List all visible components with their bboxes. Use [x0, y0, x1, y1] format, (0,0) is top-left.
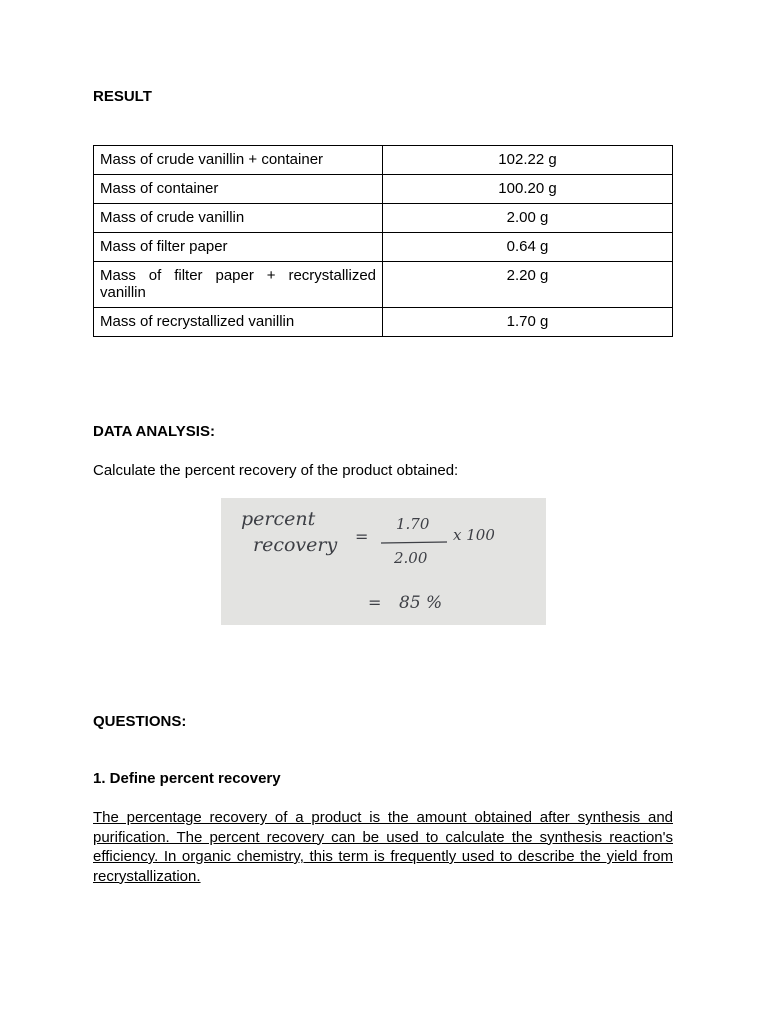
handwritten-multiplier: x 100	[453, 526, 495, 544]
analysis-prompt: Calculate the percent recovery of the product obtained:	[93, 462, 459, 479]
row-label: Mass of filter paper	[94, 233, 383, 262]
row-value: 2.00 g	[383, 204, 673, 233]
handwritten-calculation-image	[221, 498, 546, 625]
handwritten-equals-2: =	[368, 593, 382, 612]
row-value: 100.20 g	[383, 175, 673, 204]
table-row	[94, 146, 673, 175]
handwritten-result: 85 %	[399, 593, 443, 613]
question-1-answer: The percentage recovery of a product is the amount obtained after synthesis and purification. The percent recovery can be used to calculate the synthesis reaction's efficiency. In organic chemistry, this term is frequently used to describe the yield from recrystallization.	[93, 809, 673, 885]
row-label: Mass of container	[94, 175, 383, 204]
data-analysis-heading: DATA ANALYSIS:	[93, 423, 215, 440]
questions-heading: QUESTIONS:	[93, 713, 187, 730]
row-label: Mass of recrystallized vanillin	[94, 308, 383, 337]
handwritten-percent: percent	[241, 508, 316, 530]
handwritten-numerator: 1.70	[396, 515, 430, 533]
table-row	[94, 175, 673, 204]
question-1-title: 1. Define percent recovery	[93, 770, 281, 787]
row-label: Mass of crude vanillin + container	[94, 146, 383, 175]
result-heading: RESULT	[93, 88, 152, 105]
row-value: 1.70 g	[383, 308, 673, 337]
table-row	[94, 204, 673, 233]
table-row	[94, 262, 673, 308]
row-label: Mass of crude vanillin	[94, 204, 383, 233]
handwritten-denominator: 2.00	[394, 549, 428, 567]
table-row	[94, 233, 673, 262]
handwritten-equals: =	[355, 527, 369, 546]
handwritten-recovery: recovery	[253, 534, 338, 556]
table-row	[94, 308, 673, 337]
row-value: 102.22 g	[383, 146, 673, 175]
row-value: 0.64 g	[383, 233, 673, 262]
result-table	[93, 145, 673, 337]
row-label: Mass of filter paper + recrystallized vanillin	[94, 262, 383, 308]
row-value: 2.20 g	[383, 262, 673, 308]
